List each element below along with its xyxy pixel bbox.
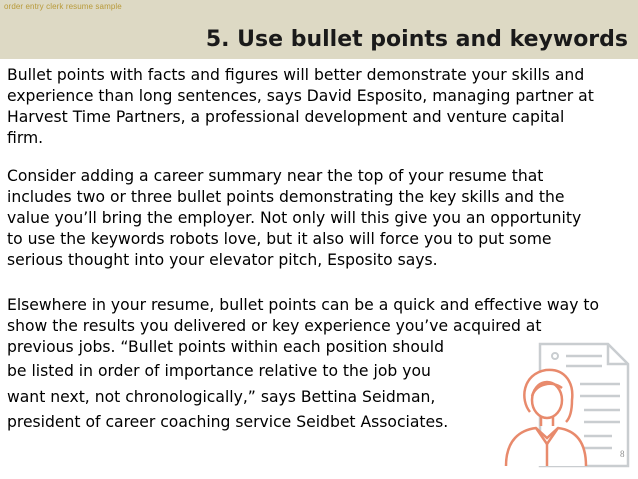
paragraph-line: firm. <box>7 129 44 147</box>
paragraph-line: to use the keywords robots love, but it also will force you to put some <box>7 230 552 248</box>
paragraph-line: includes two or three bullet points demonstrating the key skills and the <box>7 188 565 206</box>
paragraph-line: show the results you delivered or key experience you’ve acquired at <box>7 317 542 335</box>
resume-document-person-icon <box>500 340 638 468</box>
paragraph-bullet-facts <box>7 65 594 149</box>
watermark-text: order entry clerk resume sample <box>4 2 122 11</box>
paragraph-line: value you’ll bring the employer. Not only will this give you an opportunity <box>7 209 582 227</box>
paragraph-line: Consider adding a career summary near the top of your resume that <box>7 167 544 185</box>
paragraph-line: Elsewhere in your resume, bullet points can be a quick and effective way to <box>7 296 600 314</box>
slide-title: 5. Use bullet points and keywords <box>205 27 628 52</box>
paragraph-line: be listed in order of importance relative to the job you <box>7 362 431 380</box>
paragraph-line: Harvest Time Partners, a professional development and venture capital <box>7 108 565 126</box>
page-number: 8 <box>620 449 625 459</box>
paragraph-line: experience than long sentences, says David Esposito, managing partner at <box>7 87 594 105</box>
paragraph-line: serious thought into your elevator pitch, Esposito says. <box>7 251 438 269</box>
paragraph-career-summary <box>7 166 581 271</box>
paragraph-line: president of career coaching service Seidbet Associates. <box>7 413 449 431</box>
paragraph-line: want next, not chronologically,” says Bettina Seidman, <box>7 388 436 406</box>
paragraph-line: previous jobs. “Bullet points within each position should <box>7 338 444 356</box>
paragraph-line: Bullet points with facts and figures will better demonstrate your skills and <box>7 66 585 84</box>
